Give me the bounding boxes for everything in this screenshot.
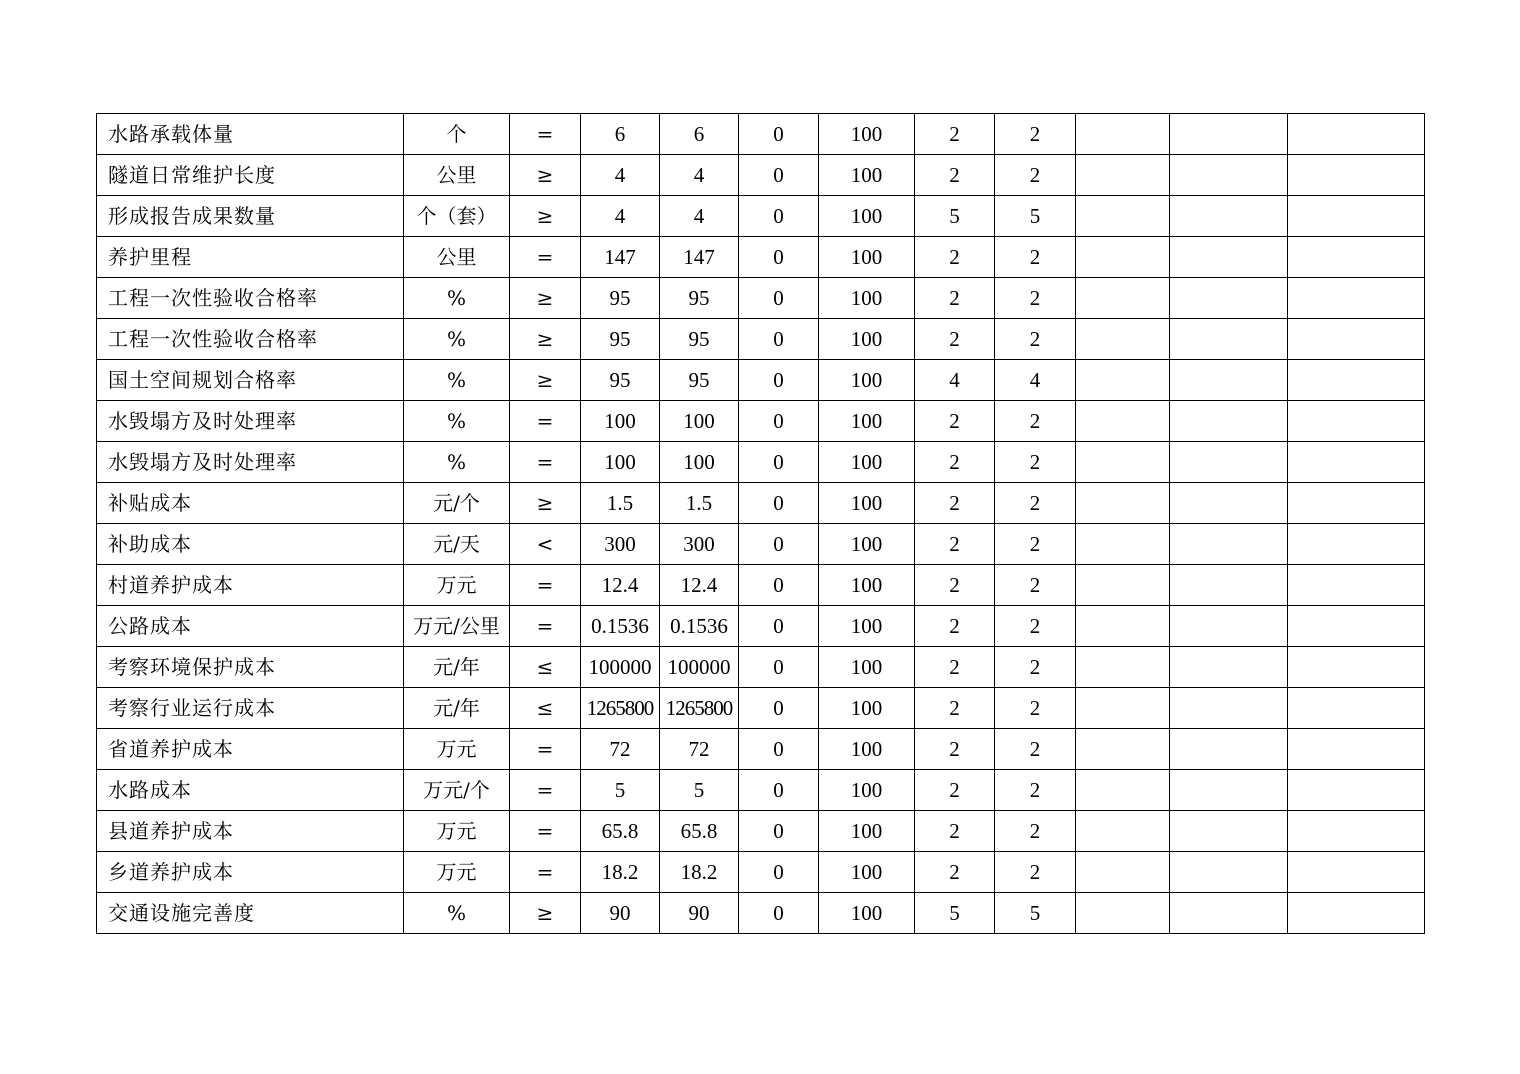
actual-value-cell: 72 <box>660 729 739 770</box>
score-cell: 2 <box>995 114 1076 155</box>
weight-cell: 2 <box>915 442 995 483</box>
weight-cell: 2 <box>915 647 995 688</box>
operator-cell: ≤ <box>510 647 581 688</box>
empty-cell <box>1076 606 1170 647</box>
target-value-cell: 18.2 <box>581 852 660 893</box>
empty-cell <box>1170 442 1288 483</box>
operator-cell: = <box>510 606 581 647</box>
weight-cell: 2 <box>915 811 995 852</box>
actual-value-cell: 6 <box>660 114 739 155</box>
deviation-cell: 0 <box>739 729 819 770</box>
score-cell: 2 <box>995 401 1076 442</box>
score-cell: 2 <box>995 565 1076 606</box>
completion-rate-cell: 100 <box>819 196 915 237</box>
empty-cell <box>1288 278 1425 319</box>
actual-value-cell: 90 <box>660 893 739 934</box>
indicator-cell: 水毁塌方及时处理率 <box>97 442 404 483</box>
weight-cell: 5 <box>915 893 995 934</box>
empty-cell <box>1076 893 1170 934</box>
unit-cell: 元/年 <box>404 647 510 688</box>
indicator-cell: 水路成本 <box>97 770 404 811</box>
actual-value-cell: 1265800 <box>660 688 739 729</box>
target-value-cell: 0.1536 <box>581 606 660 647</box>
table-row <box>97 155 1425 196</box>
empty-cell <box>1170 278 1288 319</box>
target-value-cell: 12.4 <box>581 565 660 606</box>
empty-cell <box>1170 688 1288 729</box>
empty-cell <box>1076 565 1170 606</box>
empty-cell <box>1170 401 1288 442</box>
empty-cell <box>1288 155 1425 196</box>
target-value-cell: 1265800 <box>581 688 660 729</box>
actual-value-cell: 300 <box>660 524 739 565</box>
actual-value-cell: 4 <box>660 196 739 237</box>
unit-cell: % <box>404 442 510 483</box>
weight-cell: 2 <box>915 278 995 319</box>
unit-cell: 万元 <box>404 811 510 852</box>
empty-cell <box>1288 401 1425 442</box>
operator-cell: ≥ <box>510 319 581 360</box>
unit-cell: % <box>404 319 510 360</box>
empty-cell <box>1288 811 1425 852</box>
deviation-cell: 0 <box>739 155 819 196</box>
indicator-cell: 乡道养护成本 <box>97 852 404 893</box>
empty-cell <box>1076 442 1170 483</box>
completion-rate-cell: 100 <box>819 729 915 770</box>
empty-cell <box>1288 196 1425 237</box>
completion-rate-cell: 100 <box>819 401 915 442</box>
empty-cell <box>1076 483 1170 524</box>
target-value-cell: 5 <box>581 770 660 811</box>
operator-cell: = <box>510 442 581 483</box>
empty-cell <box>1076 360 1170 401</box>
completion-rate-cell: 100 <box>819 360 915 401</box>
deviation-cell: 0 <box>739 442 819 483</box>
indicator-cell: 公路成本 <box>97 606 404 647</box>
table-row <box>97 729 1425 770</box>
empty-cell <box>1170 647 1288 688</box>
empty-cell <box>1288 483 1425 524</box>
empty-cell <box>1288 729 1425 770</box>
weight-cell: 2 <box>915 852 995 893</box>
unit-cell: 万元 <box>404 729 510 770</box>
operator-cell: ≥ <box>510 278 581 319</box>
performance-indicator-table <box>96 113 1425 934</box>
empty-cell <box>1170 360 1288 401</box>
table-row <box>97 278 1425 319</box>
target-value-cell: 6 <box>581 114 660 155</box>
target-value-cell: 100000 <box>581 647 660 688</box>
target-value-cell: 95 <box>581 278 660 319</box>
table-row <box>97 524 1425 565</box>
score-cell: 4 <box>995 360 1076 401</box>
weight-cell: 2 <box>915 606 995 647</box>
empty-cell <box>1076 647 1170 688</box>
operator-cell: = <box>510 729 581 770</box>
empty-cell <box>1076 114 1170 155</box>
weight-cell: 2 <box>915 524 995 565</box>
target-value-cell: 65.8 <box>581 811 660 852</box>
target-value-cell: 95 <box>581 360 660 401</box>
unit-cell: % <box>404 360 510 401</box>
deviation-cell: 0 <box>739 565 819 606</box>
actual-value-cell: 95 <box>660 278 739 319</box>
score-cell: 2 <box>995 483 1076 524</box>
indicator-cell: 水毁塌方及时处理率 <box>97 401 404 442</box>
indicator-cell: 补助成本 <box>97 524 404 565</box>
target-value-cell: 4 <box>581 155 660 196</box>
empty-cell <box>1288 565 1425 606</box>
actual-value-cell: 100 <box>660 401 739 442</box>
score-cell: 2 <box>995 442 1076 483</box>
table-row <box>97 893 1425 934</box>
weight-cell: 2 <box>915 565 995 606</box>
actual-value-cell: 100 <box>660 442 739 483</box>
operator-cell: = <box>510 852 581 893</box>
deviation-cell: 0 <box>739 237 819 278</box>
score-cell: 2 <box>995 278 1076 319</box>
empty-cell <box>1288 319 1425 360</box>
operator-cell: = <box>510 237 581 278</box>
empty-cell <box>1288 114 1425 155</box>
empty-cell <box>1076 524 1170 565</box>
unit-cell: 个 <box>404 114 510 155</box>
weight-cell: 2 <box>915 483 995 524</box>
table-row <box>97 852 1425 893</box>
empty-cell <box>1076 852 1170 893</box>
weight-cell: 2 <box>915 770 995 811</box>
score-cell: 2 <box>995 524 1076 565</box>
operator-cell: ≥ <box>510 483 581 524</box>
empty-cell <box>1076 401 1170 442</box>
indicator-cell: 形成报告成果数量 <box>97 196 404 237</box>
weight-cell: 2 <box>915 319 995 360</box>
unit-cell: 万元 <box>404 565 510 606</box>
score-cell: 2 <box>995 729 1076 770</box>
deviation-cell: 0 <box>739 688 819 729</box>
actual-value-cell: 95 <box>660 360 739 401</box>
operator-cell: ≥ <box>510 155 581 196</box>
actual-value-cell: 4 <box>660 155 739 196</box>
empty-cell <box>1288 524 1425 565</box>
target-value-cell: 100 <box>581 401 660 442</box>
empty-cell <box>1170 729 1288 770</box>
completion-rate-cell: 100 <box>819 442 915 483</box>
table-row <box>97 360 1425 401</box>
deviation-cell: 0 <box>739 606 819 647</box>
deviation-cell: 0 <box>739 278 819 319</box>
indicator-cell: 工程一次性验收合格率 <box>97 319 404 360</box>
empty-cell <box>1170 606 1288 647</box>
empty-cell <box>1170 524 1288 565</box>
deviation-cell: 0 <box>739 401 819 442</box>
empty-cell <box>1288 237 1425 278</box>
unit-cell: 万元/公里 <box>404 606 510 647</box>
unit-cell: 元/年 <box>404 688 510 729</box>
table-row <box>97 811 1425 852</box>
operator-cell: = <box>510 770 581 811</box>
empty-cell <box>1076 688 1170 729</box>
empty-cell <box>1288 647 1425 688</box>
empty-cell <box>1288 360 1425 401</box>
weight-cell: 2 <box>915 237 995 278</box>
completion-rate-cell: 100 <box>819 770 915 811</box>
empty-cell <box>1288 688 1425 729</box>
deviation-cell: 0 <box>739 483 819 524</box>
table-row <box>97 606 1425 647</box>
empty-cell <box>1076 770 1170 811</box>
operator-cell: = <box>510 565 581 606</box>
table-row <box>97 688 1425 729</box>
operator-cell: = <box>510 811 581 852</box>
unit-cell: 元/天 <box>404 524 510 565</box>
unit-cell: % <box>404 401 510 442</box>
completion-rate-cell: 100 <box>819 811 915 852</box>
completion-rate-cell: 100 <box>819 893 915 934</box>
completion-rate-cell: 100 <box>819 237 915 278</box>
deviation-cell: 0 <box>739 196 819 237</box>
score-cell: 5 <box>995 196 1076 237</box>
empty-cell <box>1170 237 1288 278</box>
empty-cell <box>1288 852 1425 893</box>
operator-cell: ≥ <box>510 196 581 237</box>
target-value-cell: 95 <box>581 319 660 360</box>
empty-cell <box>1288 893 1425 934</box>
indicator-cell: 考察行业运行成本 <box>97 688 404 729</box>
actual-value-cell: 65.8 <box>660 811 739 852</box>
empty-cell <box>1076 196 1170 237</box>
deviation-cell: 0 <box>739 770 819 811</box>
empty-cell <box>1170 483 1288 524</box>
deviation-cell: 0 <box>739 852 819 893</box>
table-row <box>97 483 1425 524</box>
operator-cell: ≥ <box>510 360 581 401</box>
target-value-cell: 1.5 <box>581 483 660 524</box>
deviation-cell: 0 <box>739 319 819 360</box>
weight-cell: 2 <box>915 401 995 442</box>
target-value-cell: 4 <box>581 196 660 237</box>
empty-cell <box>1170 114 1288 155</box>
indicator-cell: 隧道日常维护长度 <box>97 155 404 196</box>
empty-cell <box>1170 565 1288 606</box>
weight-cell: 2 <box>915 114 995 155</box>
target-value-cell: 147 <box>581 237 660 278</box>
empty-cell <box>1076 811 1170 852</box>
indicator-cell: 国土空间规划合格率 <box>97 360 404 401</box>
unit-cell: 个（套） <box>404 196 510 237</box>
table-body <box>97 114 1425 934</box>
unit-cell: 万元 <box>404 852 510 893</box>
actual-value-cell: 1.5 <box>660 483 739 524</box>
unit-cell: 公里 <box>404 155 510 196</box>
indicator-cell: 省道养护成本 <box>97 729 404 770</box>
actual-value-cell: 95 <box>660 319 739 360</box>
completion-rate-cell: 100 <box>819 647 915 688</box>
unit-cell: 元/个 <box>404 483 510 524</box>
completion-rate-cell: 100 <box>819 852 915 893</box>
table-row <box>97 319 1425 360</box>
completion-rate-cell: 100 <box>819 524 915 565</box>
table-row <box>97 442 1425 483</box>
deviation-cell: 0 <box>739 893 819 934</box>
score-cell: 2 <box>995 606 1076 647</box>
weight-cell: 4 <box>915 360 995 401</box>
table-row <box>97 647 1425 688</box>
indicator-cell: 交通设施完善度 <box>97 893 404 934</box>
completion-rate-cell: 100 <box>819 688 915 729</box>
empty-cell <box>1076 319 1170 360</box>
completion-rate-cell: 100 <box>819 606 915 647</box>
completion-rate-cell: 100 <box>819 483 915 524</box>
indicator-cell: 考察环境保护成本 <box>97 647 404 688</box>
table-row <box>97 770 1425 811</box>
table-row <box>97 114 1425 155</box>
empty-cell <box>1170 196 1288 237</box>
target-value-cell: 72 <box>581 729 660 770</box>
target-value-cell: 300 <box>581 524 660 565</box>
table-row <box>97 196 1425 237</box>
actual-value-cell: 0.1536 <box>660 606 739 647</box>
operator-cell: = <box>510 114 581 155</box>
deviation-cell: 0 <box>739 524 819 565</box>
operator-cell: ≥ <box>510 893 581 934</box>
actual-value-cell: 100000 <box>660 647 739 688</box>
table-row <box>97 237 1425 278</box>
indicator-cell: 水路承载体量 <box>97 114 404 155</box>
target-value-cell: 90 <box>581 893 660 934</box>
target-value-cell: 100 <box>581 442 660 483</box>
table-row <box>97 401 1425 442</box>
score-cell: 2 <box>995 155 1076 196</box>
empty-cell <box>1170 893 1288 934</box>
score-cell: 2 <box>995 770 1076 811</box>
unit-cell: % <box>404 278 510 319</box>
empty-cell <box>1076 278 1170 319</box>
empty-cell <box>1170 852 1288 893</box>
operator-cell: ≤ <box>510 688 581 729</box>
indicator-cell: 县道养护成本 <box>97 811 404 852</box>
empty-cell <box>1288 442 1425 483</box>
completion-rate-cell: 100 <box>819 278 915 319</box>
completion-rate-cell: 100 <box>819 114 915 155</box>
empty-cell <box>1170 811 1288 852</box>
weight-cell: 2 <box>915 155 995 196</box>
indicator-cell: 村道养护成本 <box>97 565 404 606</box>
score-cell: 2 <box>995 319 1076 360</box>
weight-cell: 5 <box>915 196 995 237</box>
score-cell: 2 <box>995 852 1076 893</box>
unit-cell: % <box>404 893 510 934</box>
empty-cell <box>1076 729 1170 770</box>
deviation-cell: 0 <box>739 647 819 688</box>
indicator-cell: 养护里程 <box>97 237 404 278</box>
empty-cell <box>1170 770 1288 811</box>
weight-cell: 2 <box>915 688 995 729</box>
actual-value-cell: 5 <box>660 770 739 811</box>
deviation-cell: 0 <box>739 360 819 401</box>
empty-cell <box>1170 319 1288 360</box>
empty-cell <box>1288 606 1425 647</box>
deviation-cell: 0 <box>739 114 819 155</box>
unit-cell: 公里 <box>404 237 510 278</box>
unit-cell: 万元/个 <box>404 770 510 811</box>
deviation-cell: 0 <box>739 811 819 852</box>
score-cell: 2 <box>995 237 1076 278</box>
empty-cell <box>1076 155 1170 196</box>
completion-rate-cell: 100 <box>819 155 915 196</box>
indicator-cell: 工程一次性验收合格率 <box>97 278 404 319</box>
empty-cell <box>1076 237 1170 278</box>
completion-rate-cell: 100 <box>819 565 915 606</box>
score-cell: 2 <box>995 647 1076 688</box>
operator-cell: < <box>510 524 581 565</box>
score-cell: 5 <box>995 893 1076 934</box>
weight-cell: 2 <box>915 729 995 770</box>
score-cell: 2 <box>995 811 1076 852</box>
table-row <box>97 565 1425 606</box>
actual-value-cell: 18.2 <box>660 852 739 893</box>
score-cell: 2 <box>995 688 1076 729</box>
actual-value-cell: 147 <box>660 237 739 278</box>
empty-cell <box>1288 770 1425 811</box>
completion-rate-cell: 100 <box>819 319 915 360</box>
operator-cell: = <box>510 401 581 442</box>
actual-value-cell: 12.4 <box>660 565 739 606</box>
indicator-cell: 补贴成本 <box>97 483 404 524</box>
empty-cell <box>1170 155 1288 196</box>
